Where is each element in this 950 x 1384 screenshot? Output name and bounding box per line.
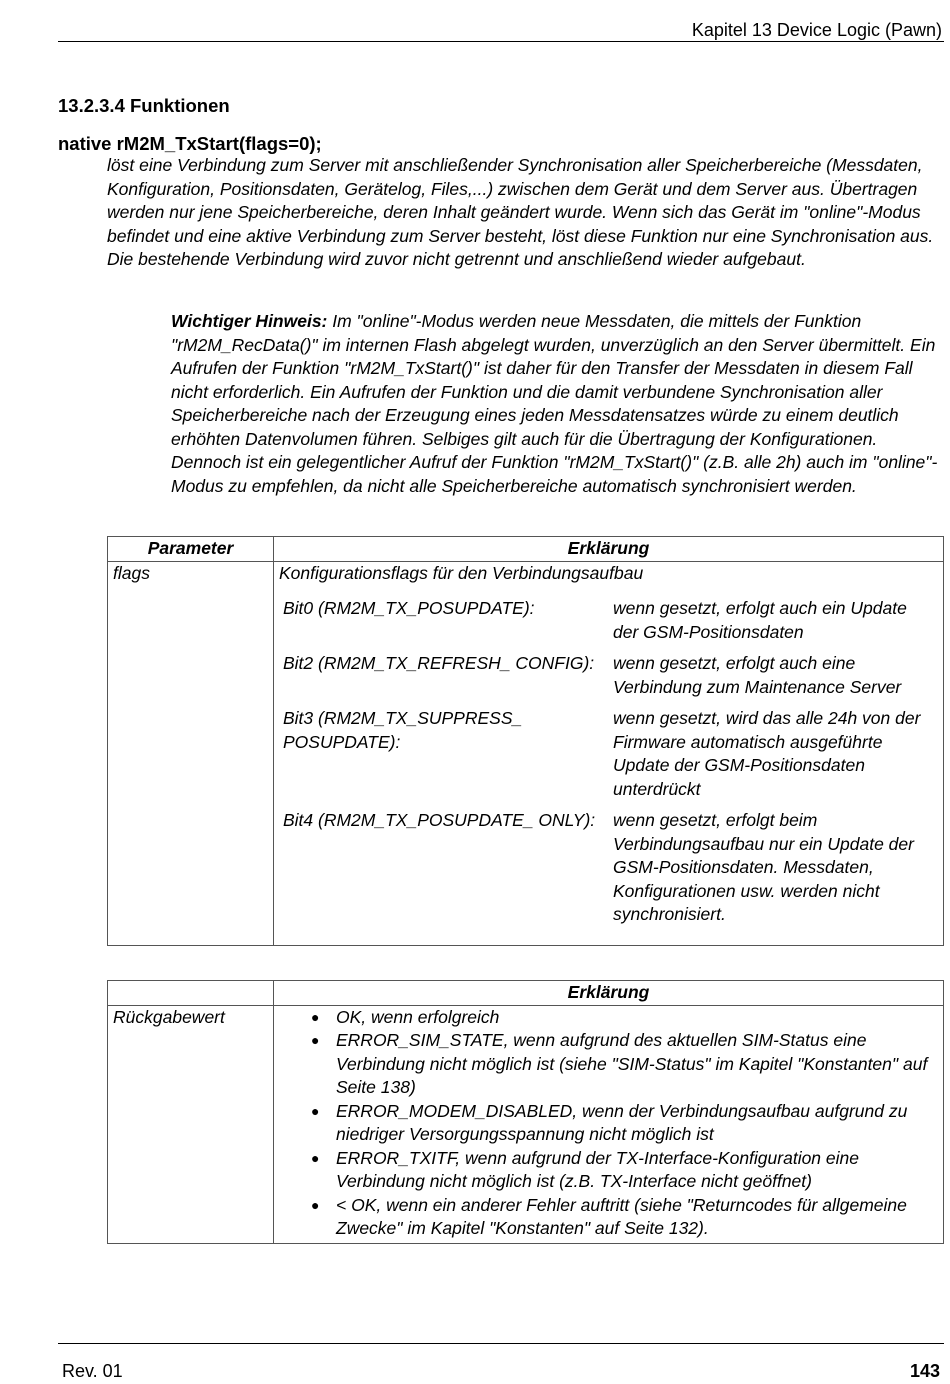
param-column-header: Parameter	[108, 537, 274, 562]
bullet-icon: ●	[311, 1102, 320, 1119]
list-item-text: ERROR_SIM_STATE, wenn aufgrund des aktuellen SIM-Status eine Verbindung nicht möglich ist (siehe "SIM-Status" im Kapitel "Konstanten" auf Seite 138)	[336, 1030, 928, 1097]
bullet-icon: ●	[311, 1196, 320, 1213]
revision-label: Rev. 01	[62, 1361, 123, 1381]
param-name: flags	[108, 561, 274, 946]
return-value-table	[107, 980, 944, 1244]
return-value-label: Rückgabewert	[108, 1005, 274, 1244]
note-label: Wichtiger Hinweis:	[171, 311, 328, 331]
section-heading: 13.2.3.4 Funktionen	[58, 95, 230, 116]
empty-header-cell	[108, 981, 274, 1006]
bit-description: wenn gesetzt, erfolgt auch eine Verbindung zum Maintenance Server	[613, 653, 902, 697]
bit-row	[283, 652, 931, 707]
running-header: Kapitel 13 Device Logic (Pawn)	[691, 20, 942, 40]
bit-description: wenn gesetzt, wird das alle 24h von der Firmware automatisch ausgeführte Update der GSM-Positionsdaten unterdrückt	[613, 708, 921, 799]
footer-divider	[58, 1343, 944, 1344]
list-item	[311, 1147, 938, 1194]
list-item-text: ERROR_TXITF, wenn aufgrund der TX-Interface-Konfiguration eine Verbindung nicht möglich ist (z.B. TX-Interface nicht geöffnet)	[336, 1147, 859, 1191]
important-note	[171, 310, 941, 498]
return-explanation-header: Erklärung	[274, 981, 944, 1006]
bullet-icon: ●	[311, 1032, 320, 1048]
list-item-text: ERROR_MODEM_DISABLED, wenn der Verbindungsaufbau aufgrund zu niedriger Versorgungsspannung nicht möglich ist	[336, 1100, 908, 1144]
bullet-icon: ●	[311, 1149, 320, 1166]
list-item	[311, 1100, 938, 1147]
bit-description: wenn gesetzt, erfolgt beim Verbindungsaufbau nur ein Update der GSM-Positionsdaten. Messdaten, Konfigurationen usw. werden nicht synchronisiert.	[613, 810, 914, 924]
list-item-text: OK, wenn erfolgreich	[336, 1006, 500, 1027]
bit-row	[283, 809, 931, 935]
list-item	[311, 1006, 938, 1030]
bit-name: Bit4 (RM2M_TX_POSUPDATE_ ONLY):	[283, 810, 596, 830]
param-explanation-cell	[274, 561, 944, 946]
bit-name: Bit3 (RM2M_TX_SUPPRESS_ POSUPDATE):	[283, 708, 523, 752]
list-item-text: < OK, wenn ein anderer Fehler auftritt (siehe "Returncodes für allgemeine Zwecke" im Kapitel "Konstanten" auf Seite 132).	[336, 1194, 907, 1238]
bit-name: Bit2 (RM2M_TX_REFRESH_ CONFIG):	[283, 653, 595, 673]
page-number: 143	[909, 1361, 940, 1381]
explanation-column-header: Erklärung	[274, 537, 944, 562]
parameter-table	[107, 536, 944, 946]
bit-row	[283, 597, 931, 652]
bit-name: Bit0 (RM2M_TX_POSUPDATE):	[283, 598, 535, 618]
list-item	[311, 1194, 938, 1241]
bit-flags-list	[283, 597, 931, 935]
bit-row	[283, 707, 931, 809]
note-text: Im "online"-Modus werden neue Messdaten, die mittels der Funktion "rM2M_RecData()" im internen Flash abgelegt wurden, unverzüglich an den Server übermittelt. Ein Aufrufen der Funktion "rM2M_TxStart()" ist daher für den Transfer der Messdaten in diesem Fall nicht erforderlich. Ein Aufrufen der Funktion und die damit verbundene Synchronisation aller Speicherbereiche nach der Erzeugung eines jeden Messdatensatzes würde zu einem deutlich erhöhten Datenvolumen führen. Selbiges gilt auch für die Übertragung der Konfigurationen. Dennoch ist ein gelegentlicher Aufruf der Funktion "rM2M_TxStart()" (z.B. alle 2h) auch im "online"-Modus zu empfehlen, da nicht alle Speicherbereiche automatisch synchronisiert werden.	[171, 311, 938, 496]
return-values-cell	[274, 1005, 944, 1244]
param-description: Konfigurationsflags für den Verbindungsaufbau	[279, 562, 644, 583]
bullet-icon: ●	[311, 1008, 320, 1025]
bit-description: wenn gesetzt, erfolgt auch ein Update der GSM-Positionsdaten	[613, 598, 907, 642]
list-item	[311, 1029, 938, 1100]
function-description: löst eine Verbindung zum Server mit anschließender Synchronisation aller Speicherbereiche (Messdaten, Konfiguration, Positionsdaten, Gerätelog, Files,...) zwischen dem Gerät und dem Server aus. Übertragen werden nur jene Speicherbereiche, deren Inhalt geändert wurde. Wenn sich das Gerät im "online"-Modus befindet und eine aktive Verbindung zum Server besteht, löst diese Funktion nur eine Synchronisation aus. Die bestehende Verbindung wird zuvor nicht getrennt und anschließend wieder aufgebaut.	[107, 155, 934, 269]
return-values-list	[279, 1006, 938, 1241]
header-divider	[58, 41, 944, 42]
function-signature: native rM2M_TxStart(flags=0);	[58, 133, 322, 154]
